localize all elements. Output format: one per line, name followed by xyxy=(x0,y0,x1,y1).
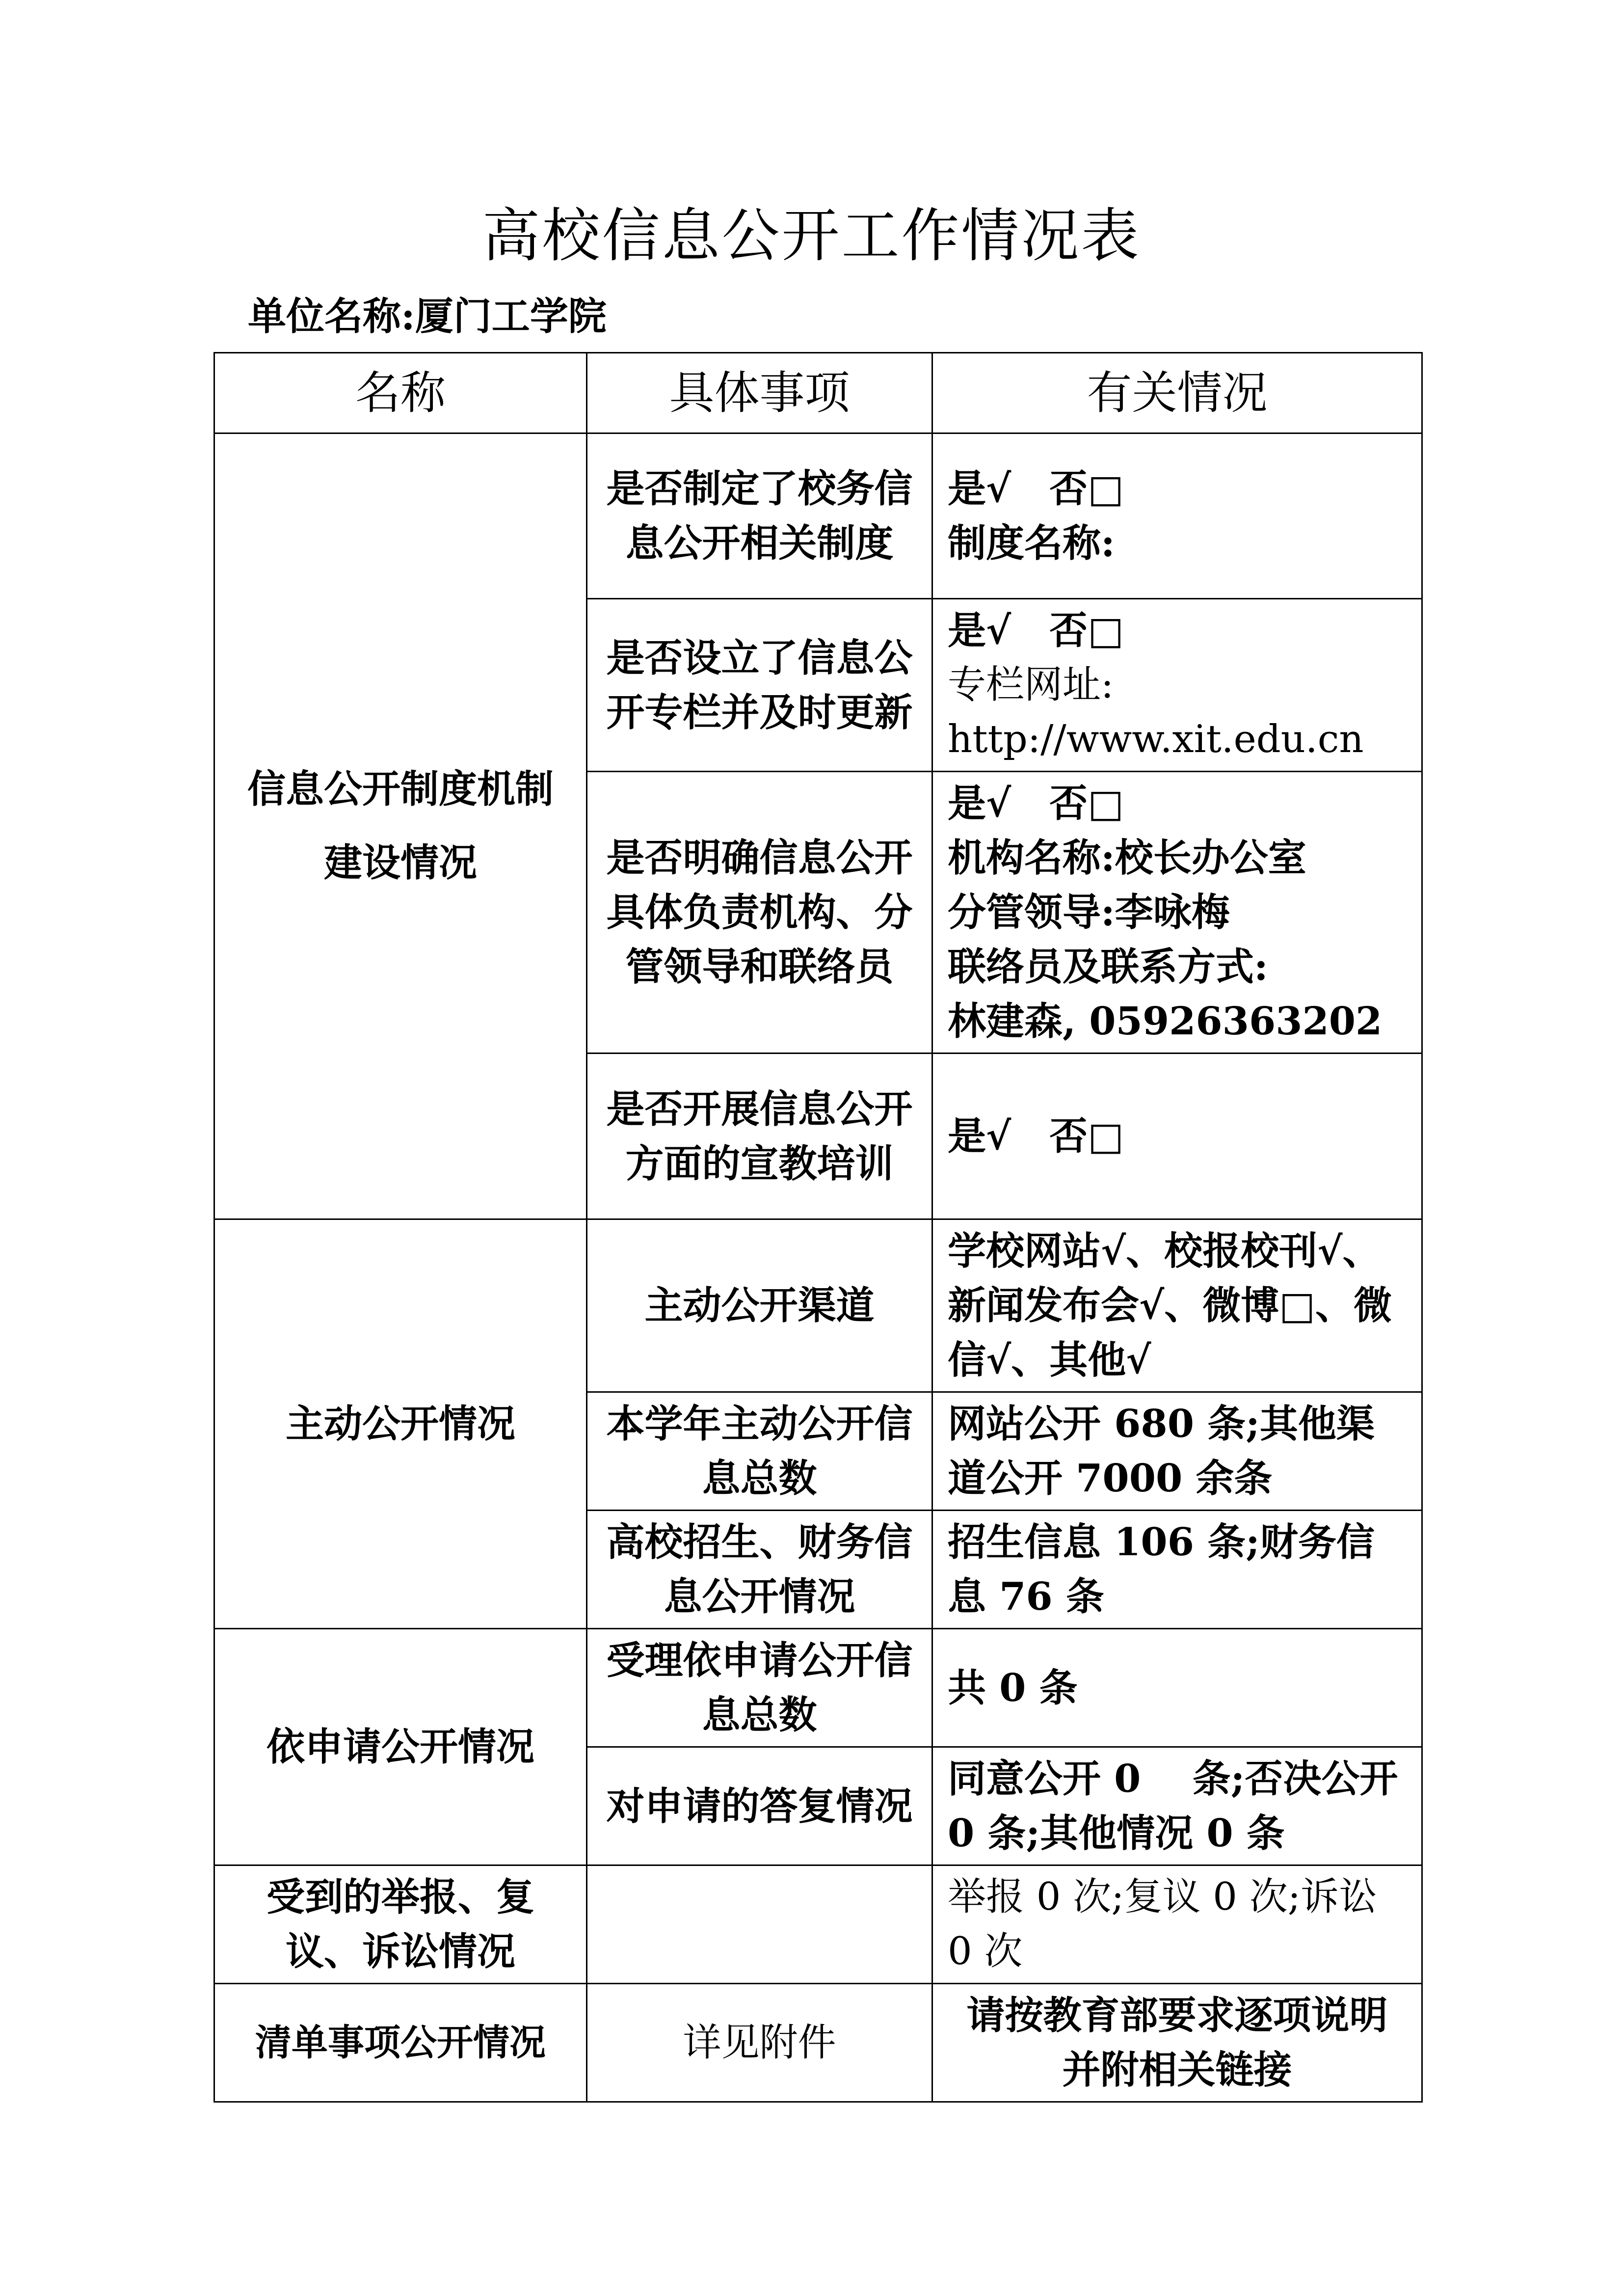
header-status: 有关情况 xyxy=(932,353,1422,433)
table-row xyxy=(214,1629,1422,1747)
status-line: 是√ 否□ xyxy=(948,466,1124,511)
status-cell xyxy=(932,1053,1422,1219)
item-cell: 是否开展信息公开方面的宣教培训 xyxy=(587,1053,932,1219)
contact-line: 林建森, 05926363202 xyxy=(948,999,1383,1044)
item-cell: 是否制定了校务信息公开相关制度 xyxy=(587,433,932,599)
item-cell: 主动公开渠道 xyxy=(587,1219,932,1392)
section-name-complaints: 受到的举报、复议、诉讼情况 xyxy=(214,1865,587,1984)
status-line: 分管领导:李咏梅 xyxy=(948,890,1230,935)
status-cell: 同意公开 0 条;否决公开 0 条;其他情况 0 条 xyxy=(932,1747,1422,1865)
item-cell: 详见附件 xyxy=(587,1984,932,2102)
status-line: 机构名称:校长办公室 xyxy=(948,836,1306,880)
header-name: 名称 xyxy=(214,353,587,433)
section-name-proactive: 主动公开情况 xyxy=(214,1219,587,1629)
status-cell xyxy=(932,599,1422,772)
status-cell: 招生信息 106 条;财务信息 76 条 xyxy=(932,1511,1422,1629)
table-header-row xyxy=(214,353,1422,433)
item-cell: 对申请的答复情况 xyxy=(587,1747,932,1865)
section-name-application: 依申请公开情况 xyxy=(214,1629,587,1865)
status-line: 专栏网址: xyxy=(948,663,1114,707)
unit-name: 单位名称:厦门工学院 xyxy=(248,294,607,339)
status-cell: 学校网站√、校报校刊√、新闻发布会√、微博□、微信√、其他√ xyxy=(932,1219,1422,1392)
header-item: 具体事项 xyxy=(587,353,932,433)
status-cell: 请按教育部要求逐项说明并附相关链接 xyxy=(932,1984,1422,2102)
section-name-system xyxy=(214,433,587,1219)
item-cell xyxy=(587,1865,932,1984)
item-cell: 是否设立了信息公开专栏并及时更新 xyxy=(587,599,932,772)
section-name-checklist: 清单事项公开情况 xyxy=(214,1984,587,2102)
website-url: http://www.xit.edu.cn xyxy=(948,717,1364,761)
item-cell: 受理依申请公开信息总数 xyxy=(587,1629,932,1747)
status-cell xyxy=(932,772,1422,1053)
info-disclosure-table xyxy=(213,352,1423,2103)
item-cell: 是否明确信息公开具体负责机构、分管领导和联络员 xyxy=(587,772,932,1053)
status-cell: 共 0 条 xyxy=(932,1629,1422,1747)
status-line: 制度名称: xyxy=(948,521,1115,566)
table-row xyxy=(214,1865,1422,1984)
status-line: 联络员及联系方式: xyxy=(948,945,1268,989)
status-line: 是√ 否□ xyxy=(948,608,1124,653)
table-row xyxy=(214,1984,1422,2102)
status-line: 是√ 否□ xyxy=(948,781,1124,826)
table-row xyxy=(214,433,1422,599)
status-cell: 举报 0 次;复议 0 次;诉讼 0 次 xyxy=(932,1865,1422,1984)
table-row xyxy=(214,1219,1422,1392)
status-cell xyxy=(932,433,1422,599)
status-line: 是√ 否□ xyxy=(948,1114,1124,1159)
item-cell: 本学年主动公开信息总数 xyxy=(587,1392,932,1511)
item-cell: 高校招生、财务信息公开情况 xyxy=(587,1511,932,1629)
section-label: 信息公开制度机制建设情况 xyxy=(247,767,554,885)
document-title: 高校信息公开工作情况表 xyxy=(482,202,1141,270)
status-cell: 网站公开 680 条;其他渠道公开 7000 余条 xyxy=(932,1392,1422,1511)
